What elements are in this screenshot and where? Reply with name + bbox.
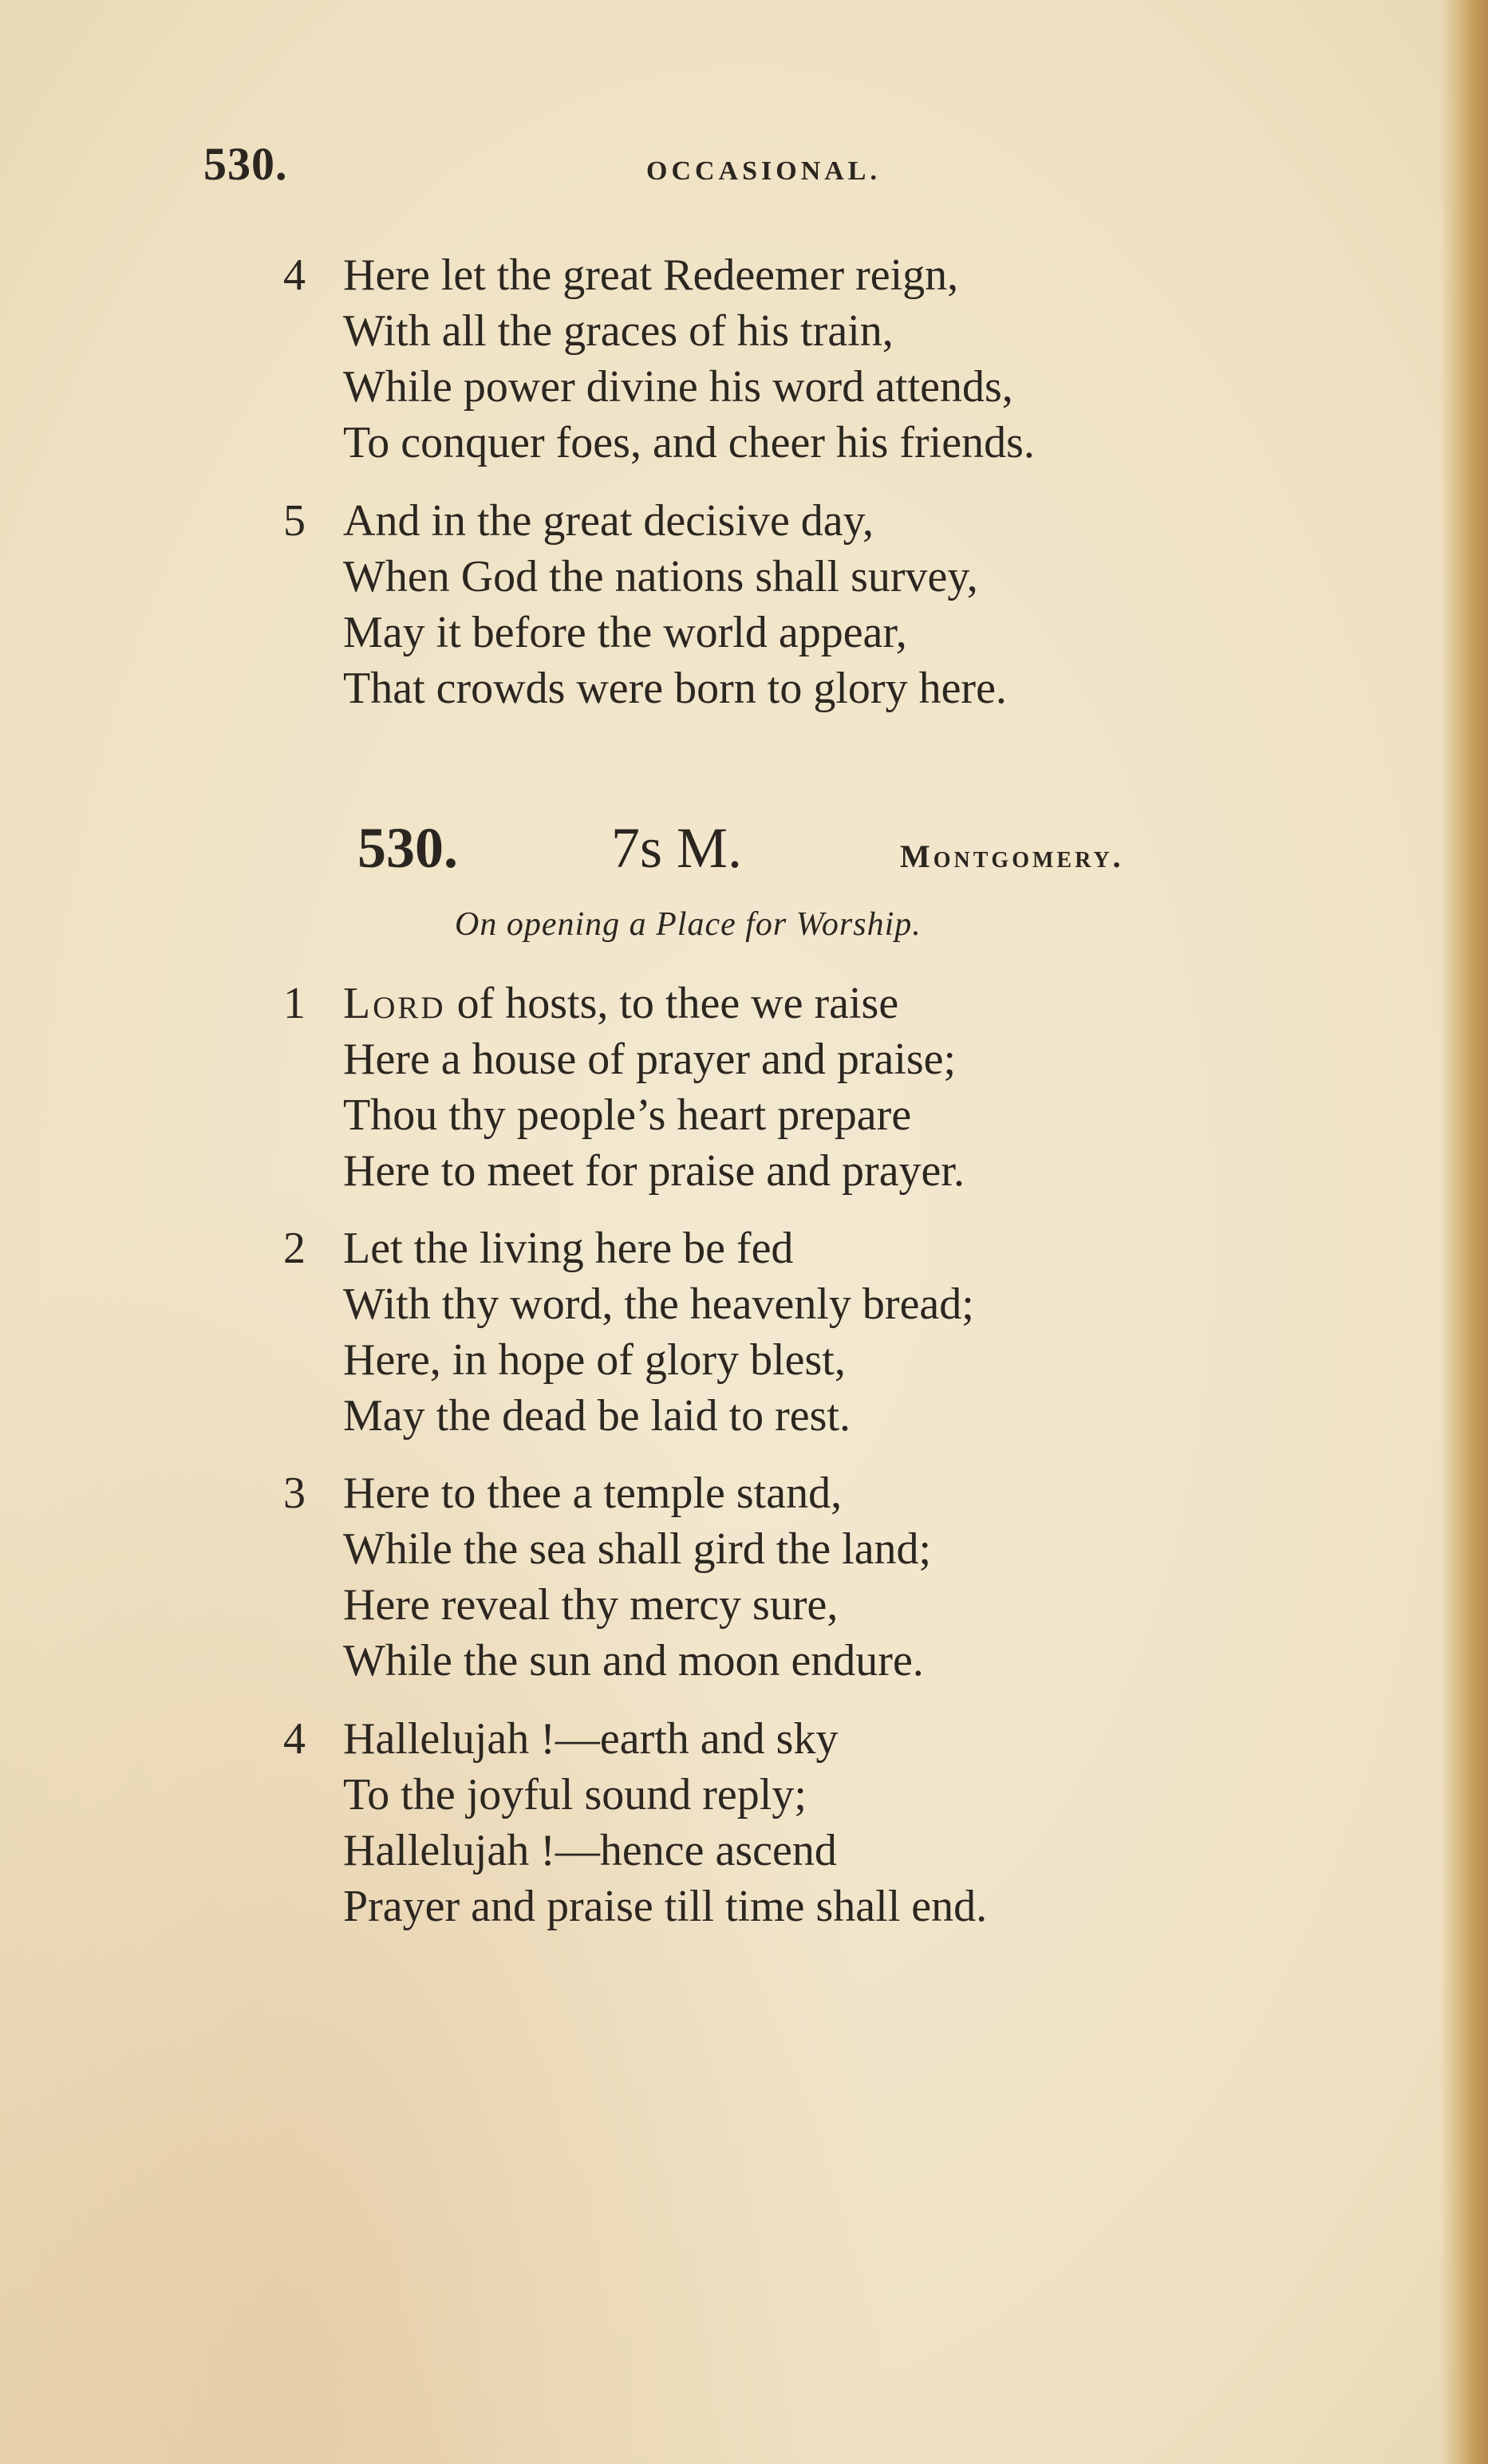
verse-line: Hallelujah !—hence ascend: [343, 1826, 837, 1875]
stanza-number: 5: [283, 496, 306, 546]
hymn-subtitle: On opening a Place for Worship.: [455, 906, 922, 943]
verse-line: And in the great decisive day,: [343, 496, 874, 546]
verse-line: Prayer and praise till time shall end.: [343, 1882, 988, 1931]
verse-line: To conquer foes, and cheer his friends.: [343, 418, 1035, 467]
verse-line: That crowds were born to glory here.: [343, 664, 1007, 713]
verse-line: [343, 976, 965, 1031]
hymn-meter: 7s M.: [611, 816, 743, 880]
stanza-number: 2: [283, 1224, 306, 1273]
verse-line: Hallelujah !—earth and sky: [343, 1714, 839, 1764]
stanza-number: 4: [283, 250, 306, 300]
verse-line: Here, in hope of glory blest,: [343, 1335, 846, 1385]
verse-line: With all the graces of his train,: [343, 306, 894, 356]
verse-line: With thy word, the heavenly bread;: [343, 1279, 974, 1329]
hymn-author: Montgomery.: [900, 838, 1124, 874]
stanza-number: 3: [283, 1469, 306, 1518]
verse-line: May it before the world appear,: [343, 608, 907, 657]
stanza: [283, 1465, 931, 1689]
hymn-number: 530.: [357, 816, 458, 880]
verse-line: May the dead be laid to rest.: [343, 1391, 851, 1441]
verse-line: Here a house of prayer and praise;: [343, 1035, 957, 1084]
first-word: Lord: [343, 979, 446, 1028]
stanza: [283, 493, 1007, 716]
hymn-heading: [357, 815, 1291, 887]
verse-line: Here reveal thy mercy sure,: [343, 1580, 839, 1630]
verse-line: While the sun and moon endure.: [343, 1636, 924, 1685]
verse-line: While power divine his word attends,: [343, 362, 1013, 412]
stanza: [283, 976, 965, 1199]
verse-line: Thou thy people’s heart prepare: [343, 1090, 912, 1140]
stanza-number: 1: [283, 979, 306, 1028]
verse-line: Here let the great Redeemer reign,: [343, 250, 959, 300]
verse-line: Here to meet for praise and prayer.: [343, 1146, 965, 1196]
stanza: [283, 247, 1035, 471]
verse-line: Let the living here be fed: [343, 1224, 794, 1273]
verse-line: When God the nations shall survey,: [343, 552, 978, 601]
running-head: OCCASIONAL.: [646, 156, 881, 186]
verse-line: Here to thee a temple stand,: [343, 1469, 843, 1518]
page-edge: [1440, 0, 1488, 2464]
verse-line: To the joyful sound reply;: [343, 1770, 807, 1819]
stanza: [283, 1220, 974, 1444]
first-line-rest: of hosts, to thee we raise: [445, 979, 899, 1028]
stanza-number: 4: [283, 1714, 306, 1764]
verse-line: While the sea shall gird the land;: [343, 1524, 932, 1574]
stanza: [283, 1711, 987, 1934]
page-number: 530.: [203, 138, 288, 190]
